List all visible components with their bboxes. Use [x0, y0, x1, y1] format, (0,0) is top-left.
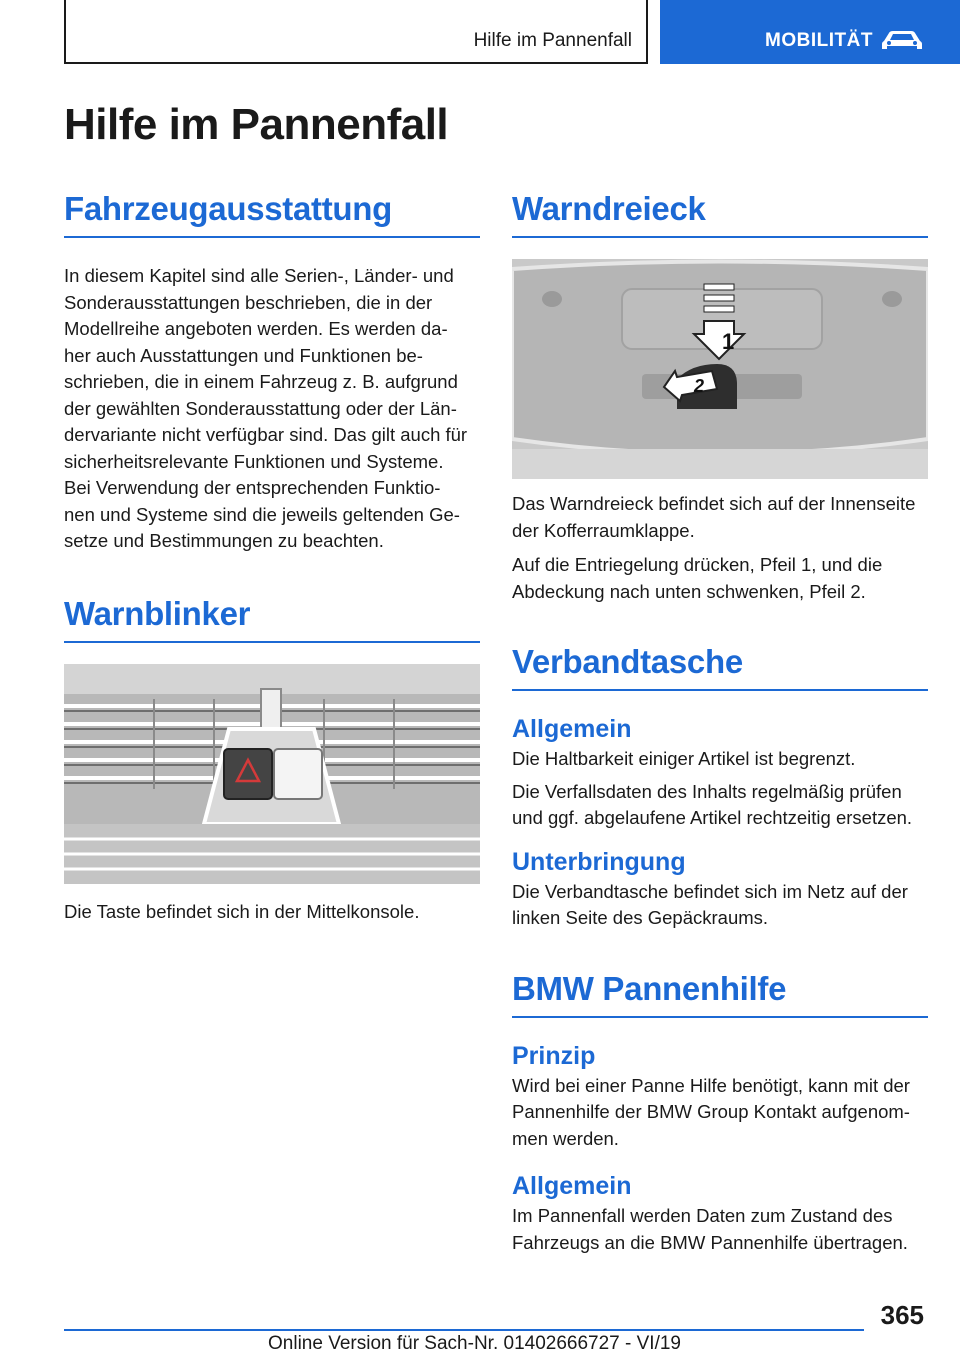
- left-column: [64, 190, 480, 925]
- text-line: In diesem Kapitel sind alle Serien-, Länder- und: [64, 265, 454, 286]
- text-line: sicherheitsrelevante Funktionen und Systeme.: [64, 450, 444, 472]
- page-title: Hilfe im Pannenfall: [64, 100, 449, 149]
- text-line: Wird bei einer Panne Hilfe benötigt, kann mit der: [512, 1074, 910, 1096]
- section-heading-fahrzeugausstattung: Fahrzeugausstattung: [64, 190, 480, 238]
- running-header-title: Hilfe im Pannenfall: [473, 30, 632, 51]
- text-line: schrieben, die in einem Fahrzeug z. B. aufgrund: [64, 371, 458, 392]
- subheading-allgemein: Allgemein: [512, 715, 632, 743]
- subheading-unterbringung: Unterbringung: [512, 847, 686, 876]
- prinzip-text: [512, 1073, 928, 1153]
- section-heading-pannenhilfe: BMW Pannenhilfe: [512, 970, 928, 1018]
- text-line: der gewählten Sonderausstattung oder der Län‐: [64, 397, 457, 419]
- unterbringung-text: [512, 879, 928, 932]
- text-line: Modellreihe angeboten werden. Es werden da‐: [64, 318, 448, 339]
- text-line: Die Verbandtasche befindet sich im Netz auf der: [512, 880, 908, 902]
- text-line: dervariante nicht verfügbar sind. Das gilt auch für: [64, 424, 468, 445]
- online-version-note: Online Version für Sach-Nr. 01402666727 - VI/19: [268, 1333, 681, 1354]
- chapter-label: MOBILITÄT: [765, 30, 873, 51]
- text-line: der Kofferraumklappe.: [512, 519, 695, 541]
- section-heading-warndreieck: Warndreieck: [512, 190, 928, 238]
- right-column: [512, 190, 928, 1256]
- text-line: und ggf. abgelaufene Artikel rechtzeitig ersetzen.: [512, 807, 913, 828]
- text-line: linken Seite des Gepäckraums.: [512, 907, 769, 928]
- warning-triangle-photo: [512, 259, 928, 479]
- allgemein-text-1: Die Haltbarkeit einiger Artikel ist begrenzt.: [512, 748, 856, 769]
- text-line: Fahrzeugs an die BMW Pannenhilfe übertragen.: [512, 1231, 908, 1253]
- text-line: Bei Verwendung der entsprechenden Funktio‐: [64, 477, 441, 498]
- page-number: 365: [880, 1300, 924, 1330]
- section-heading-warnblinker: Warnblinker: [64, 595, 480, 643]
- text-line: nen und Systeme sind die jeweils geltenden Ge‐: [64, 503, 460, 525]
- car-icon: [880, 28, 924, 52]
- warndreieck-text-1: [512, 491, 928, 544]
- pannenhilfe-allgemein-text: [512, 1203, 928, 1256]
- arrow-label-2: 2: [694, 376, 705, 396]
- chapter-tab: [660, 0, 960, 64]
- text-line: Sonderausstattungen beschrieben, die in der: [64, 291, 433, 313]
- allgemein-text-2: [512, 779, 928, 832]
- fahrzeugausstattung-text: [64, 263, 480, 555]
- text-line: her auch Ausstattungen und Funktionen be‐: [64, 344, 423, 366]
- warndreieck-text-2: [512, 552, 928, 605]
- running-header: [64, 0, 648, 64]
- subheading-prinzip: Prinzip: [512, 1041, 596, 1070]
- arrow-label-1: 1: [722, 329, 735, 354]
- text-line: Pannenhilfe der BMW Group Kontakt aufgenom‐: [512, 1101, 910, 1122]
- hazard-button-photo: [64, 664, 480, 884]
- section-heading-verbandtasche: Verbandtasche: [512, 643, 928, 691]
- text-line: Die Verfallsdaten des Inhalts regelmäßig prüfen: [512, 780, 902, 802]
- text-line: Abdeckung nach unten schwenken, Pfeil 2.: [512, 580, 866, 602]
- text-line: setze und Bestimmungen zu beachten.: [64, 530, 384, 551]
- text-line: Auf die Entriegelung drücken, Pfeil 1, und die: [512, 554, 883, 575]
- footer-rule: [64, 1329, 864, 1331]
- text-line: Das Warndreieck befindet sich auf der Innenseite: [512, 493, 916, 514]
- text-line: men werden.: [512, 1127, 619, 1149]
- text-line: Im Pannenfall werden Daten zum Zustand des: [512, 1205, 893, 1226]
- warnblinker-text: Die Taste befindet sich in der Mittelkonsole.: [64, 900, 420, 922]
- subheading-allgemein-pannenhilfe: Allgemein: [512, 1172, 632, 1200]
